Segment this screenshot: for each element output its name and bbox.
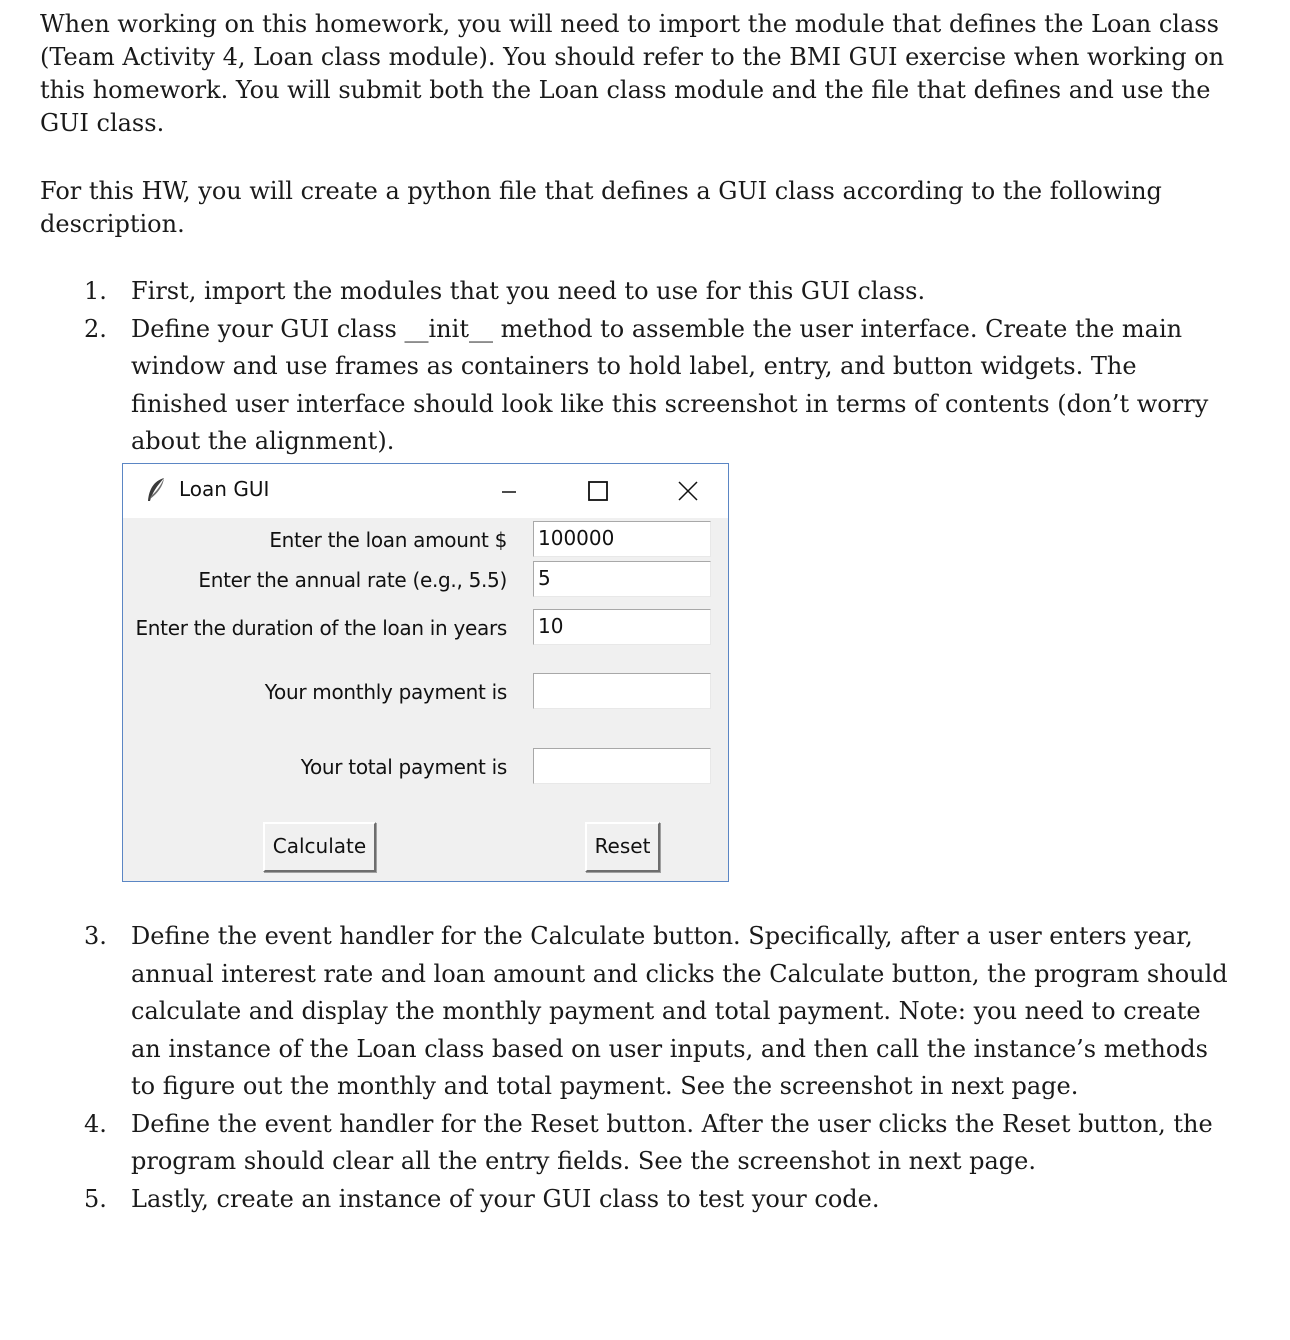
list-item [0, 311, 1231, 461]
list-item-text: First, import the modules that you need to use for this GUI class. [131, 277, 926, 305]
list-item-text: Define your GUI class __init__ method to assemble the user interface. Create the main window and use frames as containers to hold label, entry, and button widgets. The finished user interface should look like this screenshot in terms of contents (don’t worry about the alignment). [131, 314, 1209, 455]
annual-rate-label: Enter the annual rate (e.g., 5.5) [198, 568, 507, 592]
list-item-number: 4. [84, 1109, 107, 1138]
list-item-number: 3. [84, 922, 107, 950]
intro-paragraph: When working on this homework, you will need to import the module that defines the Loan class (Team Activity 4, Loan class module). You should refer to the BMI GUI exercise when working on this homework. You will submit both the Loan class module and the file that defines and use the GUI class. [40, 10, 1225, 137]
instruction-list-continued [0, 918, 1290, 1218]
hw-description-paragraph: For this HW, you will create a python file that defines a GUI class according to the following description. [40, 177, 1162, 238]
list-item-text: Define the event handler for the Calculate button. Specifically, after a user enters year, annual interest rate and loan amount and clicks the Calculate button, the program should calculate and display the monthly payment and total payment. Note: you need to create an instance of the Loan class based on user inputs, and then call the instance’s methods to figure out the monthly and total payment. See the screenshot in next page. [131, 922, 1228, 1100]
loan-gui-screenshot [122, 463, 729, 882]
monthly-payment-label: Your monthly payment is [264, 680, 507, 704]
feather-icon [145, 477, 167, 503]
list-item [0, 1106, 1231, 1181]
list-item [0, 1181, 1231, 1219]
annual-rate-entry: 5 [533, 561, 711, 597]
list-item-number: 1. [84, 277, 107, 305]
monthly-payment-output [533, 673, 711, 709]
list-item-text: Define the event handler for the Reset button. After the user clicks the Reset button, the program should clear all the entry fields. See the screenshot in next page. [131, 1109, 1213, 1175]
calculate-button: Calculate [263, 822, 376, 872]
loan-amount-label: Enter the loan amount $ [269, 528, 507, 552]
total-payment-label: Your total payment is [300, 755, 507, 779]
list-item [0, 918, 1231, 1106]
minimize-icon [489, 474, 529, 508]
loan-amount-entry: 100000 [533, 521, 711, 557]
close-icon [668, 474, 708, 508]
instruction-list [0, 273, 1290, 461]
loan-duration-label: Enter the duration of the loan in years [135, 616, 507, 640]
list-item-text: Lastly, create an instance of your GUI class to test your code. [131, 1184, 880, 1213]
maximize-icon [578, 474, 618, 508]
loan-duration-entry: 10 [533, 609, 711, 645]
list-item [0, 273, 1231, 311]
list-item-number: 5. [84, 1184, 107, 1213]
window-titlebar [123, 464, 728, 518]
total-payment-output [533, 748, 711, 784]
reset-button: Reset [585, 822, 660, 872]
list-item-number: 2. [84, 314, 107, 343]
window-title: Loan GUI [179, 477, 270, 501]
